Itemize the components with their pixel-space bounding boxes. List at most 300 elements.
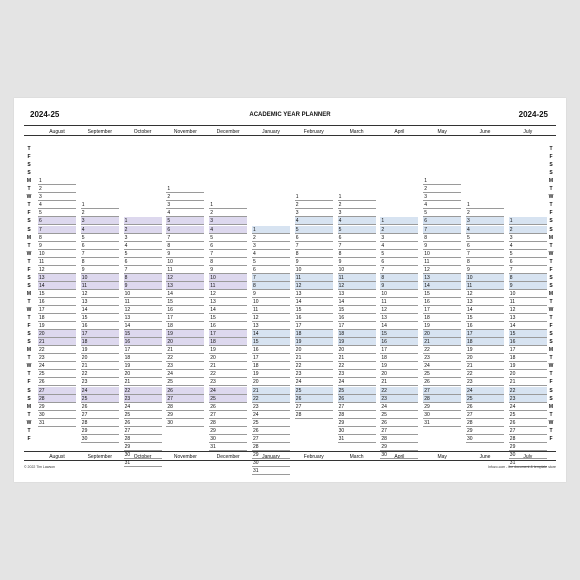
day-number: 21 [210, 363, 216, 370]
day-cell [81, 258, 119, 266]
day-cell [252, 258, 290, 266]
day-cell [252, 298, 290, 306]
day-number: 19 [295, 339, 302, 346]
day-cell [38, 282, 76, 290]
day-number: 18 [253, 363, 259, 370]
day-number: 8 [39, 234, 42, 241]
day-cell [466, 330, 504, 338]
weekday-letter-right: W [548, 363, 554, 370]
day-number: 14 [424, 282, 430, 289]
day-number: 7 [167, 234, 171, 241]
day-number: 17 [167, 315, 173, 322]
day-number: 21 [253, 387, 259, 394]
day-number: 4 [509, 242, 513, 249]
day-number: 11 [424, 258, 430, 265]
day-cell [166, 403, 204, 411]
day-cell [124, 435, 162, 443]
day-number: 23 [467, 379, 473, 386]
day-cell [295, 378, 333, 386]
day-cell [423, 298, 461, 306]
day-number: 1 [381, 218, 385, 225]
day-number: 25 [424, 371, 430, 378]
day-cell [166, 242, 204, 250]
weekday-letter-left: T [27, 146, 31, 152]
day-cell [380, 411, 418, 419]
day-cell [423, 226, 461, 234]
day-cell [423, 370, 461, 378]
day-cell [166, 298, 204, 306]
day-cell [209, 370, 247, 378]
weekday-letter-right: T [549, 298, 553, 305]
day-cell [509, 298, 547, 306]
day-number: 30 [381, 451, 387, 458]
day-number: 16 [39, 298, 45, 305]
day-number: 9 [381, 282, 385, 289]
day-number: 28 [253, 443, 259, 450]
day-number: 10 [467, 274, 473, 281]
day-cell [338, 242, 376, 250]
day-cell [338, 306, 376, 314]
day-cell [166, 274, 204, 282]
day-cell [338, 395, 376, 403]
day-number: 26 [253, 427, 259, 434]
day-cell [466, 266, 504, 274]
day-cell [38, 258, 76, 266]
day-number: 6 [295, 234, 299, 241]
day-number: 19 [424, 323, 430, 330]
day-cell [166, 234, 204, 242]
day-number: 1 [338, 194, 342, 201]
weekday-letter-right: W [548, 307, 554, 313]
day-cell [509, 226, 547, 234]
copyright-text: © 2022 Tim Lawson [24, 465, 55, 469]
day-number: 6 [338, 234, 342, 241]
weekday-letter-left: T [27, 411, 31, 418]
day-cell [338, 435, 376, 443]
day-number: 8 [81, 258, 85, 265]
day-cell [252, 419, 290, 427]
weekday-letter-left: T [27, 258, 31, 265]
day-cell [295, 193, 333, 201]
day-cell [466, 226, 504, 234]
day-cell [338, 217, 376, 225]
day-number: 21 [39, 339, 45, 346]
day-cell [81, 370, 119, 378]
day-number: 18 [338, 331, 345, 338]
day-number: 2 [81, 210, 85, 217]
day-number: 14 [253, 331, 259, 338]
day-cell [423, 378, 461, 386]
day-number: 5 [509, 250, 513, 257]
day-cell [209, 226, 247, 234]
day-cell [338, 201, 376, 209]
weekday-letter-left: S [27, 274, 31, 281]
day-cell [380, 387, 418, 395]
weekday-letter-left: F [27, 210, 31, 217]
day-cell [509, 242, 547, 250]
day-number: 28 [167, 403, 173, 410]
day-number: 24 [39, 363, 45, 370]
day-number: 6 [81, 242, 85, 249]
day-number: 16 [253, 347, 259, 354]
day-cell [466, 378, 504, 386]
day-cell [466, 209, 504, 217]
day-cell [509, 250, 547, 258]
day-number: 11 [210, 282, 216, 289]
day-cell [295, 234, 333, 242]
day-number: 6 [167, 226, 171, 233]
weekday-letter-right: W [548, 194, 554, 201]
day-cell [81, 209, 119, 217]
day-cell [38, 346, 76, 354]
day-number: 28 [467, 419, 473, 426]
day-number: 1 [467, 202, 470, 209]
day-number: 31 [124, 459, 131, 466]
day-cell [81, 330, 119, 338]
weekday-letter-left: S [27, 395, 31, 402]
day-number: 23 [39, 355, 45, 362]
day-number: 22 [381, 387, 387, 394]
weekday-letter-left: S [27, 339, 31, 346]
day-cell [124, 274, 162, 282]
day-number: 13 [467, 298, 473, 305]
day-cell [380, 451, 418, 459]
day-cell [509, 435, 547, 443]
day-number: 4 [253, 250, 256, 257]
day-cell [124, 226, 162, 234]
day-number: 25 [381, 411, 387, 418]
day-cell [166, 185, 204, 193]
day-number: 27 [381, 427, 387, 434]
day-cell [166, 330, 204, 338]
weekday-letter-left: F [27, 154, 31, 161]
day-cell [38, 290, 76, 298]
day-number: 24 [338, 379, 345, 386]
day-cell [380, 330, 418, 338]
day-cell [166, 250, 204, 258]
weekday-letter-right: T [549, 427, 553, 434]
day-cell [423, 395, 461, 403]
day-cell [38, 177, 76, 185]
day-cell [252, 451, 290, 459]
day-number: 16 [467, 323, 473, 330]
day-cell [380, 378, 418, 386]
day-number: 21 [424, 339, 430, 346]
day-number: 29 [39, 403, 45, 410]
day-cell [38, 362, 76, 370]
day-cell [338, 378, 376, 386]
day-number: 5 [81, 234, 85, 241]
day-number: 9 [81, 266, 85, 273]
day-cell [295, 306, 333, 314]
day-number: 7 [295, 242, 299, 249]
day-cell [509, 378, 547, 386]
day-number: 9 [210, 266, 213, 273]
day-number: 6 [253, 266, 256, 273]
day-number: 27 [167, 395, 173, 402]
day-number: 14 [509, 323, 516, 330]
month-label-bottom: October [133, 454, 152, 460]
day-cell [38, 370, 76, 378]
day-cell [124, 322, 162, 330]
day-number: 2 [253, 234, 256, 241]
day-cell [509, 443, 547, 451]
day-cell [209, 290, 247, 298]
day-number: 25 [39, 371, 45, 378]
day-cell [38, 226, 76, 234]
day-cell [423, 193, 461, 201]
day-number: 21 [381, 379, 387, 386]
day-cell [466, 435, 504, 443]
day-number: 5 [424, 210, 427, 217]
day-cell [81, 314, 119, 322]
day-cell [124, 314, 162, 322]
day-number: 11 [509, 298, 515, 305]
weekday-letter-left: S [27, 282, 31, 289]
day-cell [166, 266, 204, 274]
day-number: 27 [467, 411, 473, 418]
weekday-letter-right: F [549, 435, 553, 442]
day-cell [38, 403, 76, 411]
month-label-top: November [173, 129, 197, 135]
day-cell [81, 266, 119, 274]
day-number: 23 [167, 363, 173, 370]
day-cell [124, 346, 162, 354]
month-label-bottom: September [87, 454, 113, 460]
day-number: 7 [210, 250, 213, 257]
day-number: 23 [81, 379, 88, 386]
day-cell [509, 354, 547, 362]
day-cell [380, 419, 418, 427]
year-label-right: 2024-25 [518, 110, 548, 119]
day-number: 24 [210, 387, 216, 394]
day-cell [509, 370, 547, 378]
day-number: 20 [424, 331, 430, 338]
day-number: 17 [253, 355, 259, 362]
day-number: 1 [424, 178, 427, 185]
day-number: 16 [338, 315, 345, 322]
day-cell [166, 387, 204, 395]
day-number: 24 [467, 387, 473, 394]
day-cell [209, 242, 247, 250]
day-number: 22 [124, 387, 131, 394]
day-cell [81, 242, 119, 250]
day-cell [423, 306, 461, 314]
weekday-letter-left: T [27, 242, 31, 249]
day-number: 29 [509, 443, 516, 450]
day-cell [338, 427, 376, 435]
day-cell [81, 346, 119, 354]
day-cell [295, 266, 333, 274]
day-number: 9 [295, 258, 299, 265]
day-number: 20 [124, 371, 131, 378]
day-number: 3 [167, 202, 171, 209]
day-cell [252, 427, 290, 435]
day-cell [338, 403, 376, 411]
weekday-letter-left: S [27, 331, 31, 338]
day-cell [209, 354, 247, 362]
day-cell [124, 443, 162, 451]
day-cell [380, 338, 418, 346]
day-number: 29 [167, 411, 173, 418]
day-number: 26 [381, 419, 387, 426]
day-number: 27 [295, 403, 302, 410]
day-cell [380, 427, 418, 435]
day-number: 5 [338, 226, 342, 233]
day-cell [252, 354, 290, 362]
day-cell [38, 193, 76, 201]
day-number: 17 [338, 323, 345, 330]
day-number: 21 [295, 355, 302, 362]
day-number: 12 [509, 307, 516, 313]
day-number: 28 [81, 419, 88, 426]
day-cell [252, 459, 290, 467]
day-number: 24 [424, 363, 430, 370]
day-number: 26 [39, 379, 45, 386]
day-cell [509, 451, 547, 459]
day-number: 20 [210, 355, 216, 362]
day-number: 28 [39, 395, 45, 402]
day-number: 30 [124, 451, 131, 458]
day-number: 10 [81, 274, 88, 281]
day-cell [423, 411, 461, 419]
day-number: 14 [39, 282, 45, 289]
day-cell [252, 378, 290, 386]
day-number: 27 [253, 435, 259, 442]
day-cell [466, 201, 504, 209]
day-cell [466, 354, 504, 362]
month-label-top: March [349, 129, 364, 135]
day-number: 20 [167, 339, 173, 346]
weekday-letter-right: S [549, 274, 553, 281]
day-cell [38, 411, 76, 419]
day-number: 11 [381, 298, 387, 305]
day-cell [295, 298, 333, 306]
day-cell [166, 282, 204, 290]
day-number: 12 [81, 290, 88, 297]
weekday-letter-right: S [549, 395, 553, 402]
day-number: 3 [210, 218, 213, 225]
day-number: 4 [81, 226, 85, 233]
day-number: 5 [295, 226, 299, 233]
day-cell [423, 177, 461, 185]
day-number: 1 [253, 226, 256, 233]
day-number: 14 [167, 290, 173, 297]
day-number: 24 [509, 403, 516, 410]
day-cell [509, 330, 547, 338]
weekday-letter-right: W [548, 250, 554, 257]
day-number: 27 [124, 427, 131, 434]
day-number: 17 [509, 347, 516, 354]
day-cell [466, 242, 504, 250]
day-number: 6 [424, 218, 427, 225]
day-number: 4 [210, 226, 213, 233]
day-cell [380, 346, 418, 354]
weekday-letter-left: M [26, 290, 32, 297]
day-number: 7 [39, 226, 42, 233]
day-number: 20 [338, 347, 345, 354]
day-cell [209, 378, 247, 386]
day-number: 18 [424, 315, 430, 322]
day-cell [209, 435, 247, 443]
day-number: 22 [253, 395, 259, 402]
day-cell [509, 306, 547, 314]
day-number: 17 [124, 347, 131, 354]
day-number: 13 [509, 315, 516, 322]
day-cell [380, 242, 418, 250]
day-cell [509, 362, 547, 370]
day-cell [252, 403, 290, 411]
day-number: 8 [210, 258, 213, 265]
day-number: 23 [424, 355, 430, 362]
day-cell [509, 411, 547, 419]
day-cell [380, 250, 418, 258]
day-number: 12 [167, 274, 173, 281]
day-cell [81, 403, 119, 411]
weekday-letter-right: T [549, 258, 553, 265]
day-cell [423, 282, 461, 290]
day-cell [423, 274, 461, 282]
day-number: 9 [124, 282, 128, 289]
weekday-letter-right: S [549, 339, 553, 346]
day-cell [252, 314, 290, 322]
day-number: 5 [39, 210, 42, 217]
day-cell [295, 395, 333, 403]
day-number: 5 [210, 234, 213, 241]
day-cell [81, 354, 119, 362]
day-cell [209, 322, 247, 330]
day-cell [166, 395, 204, 403]
day-cell [252, 435, 290, 443]
day-number: 1 [295, 194, 299, 201]
month-label-bottom: July [523, 454, 533, 460]
weekday-letter-left: T [27, 298, 31, 305]
day-cell [166, 346, 204, 354]
day-cell [338, 209, 376, 217]
weekday-letter-left: T [27, 202, 31, 209]
day-number: 19 [253, 371, 259, 378]
day-number: 7 [381, 266, 385, 273]
day-number: 27 [424, 387, 430, 394]
day-number: 17 [39, 307, 45, 313]
day-number: 20 [509, 371, 516, 378]
day-cell [338, 314, 376, 322]
day-number: 16 [124, 339, 131, 346]
day-cell [295, 242, 333, 250]
day-cell [124, 362, 162, 370]
day-number: 2 [295, 202, 299, 209]
day-number: 27 [509, 427, 516, 434]
day-cell [466, 314, 504, 322]
day-cell [166, 411, 204, 419]
day-number: 23 [509, 395, 516, 402]
day-cell [466, 298, 504, 306]
day-cell [124, 250, 162, 258]
day-number: 8 [124, 274, 128, 281]
day-number: 16 [210, 323, 216, 330]
day-number: 21 [467, 363, 473, 370]
weekday-letter-right: S [549, 162, 553, 169]
day-cell [252, 266, 290, 274]
day-cell [295, 209, 333, 217]
day-number: 9 [39, 242, 42, 249]
day-cell [252, 338, 290, 346]
weekday-letter-left: S [27, 226, 31, 233]
day-cell [338, 250, 376, 258]
day-cell [380, 395, 418, 403]
day-number: 10 [167, 258, 173, 265]
day-cell [38, 395, 76, 403]
